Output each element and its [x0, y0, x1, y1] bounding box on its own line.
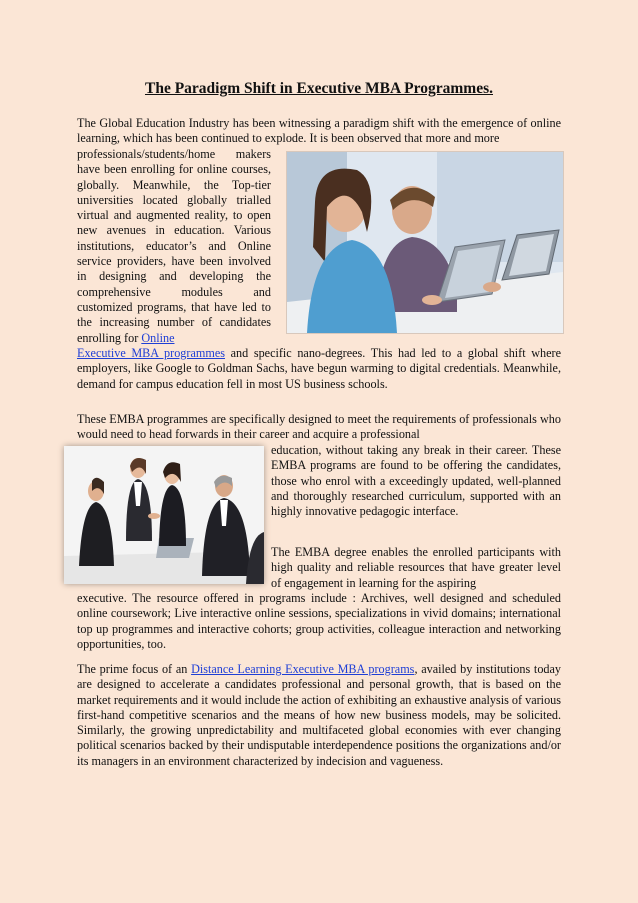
paragraph-3-wrapped: The EMBA degree enables the enrolled participants with high quality and reliable resources that have greater level of engagement in learning for the aspiring: [271, 545, 561, 590]
paragraph-1-rest: and specific nano-degrees. This had led to a global shift where employers, like Google to Goldman Sachs, have begun warming to digital credentials. Meanwhile, demand for campus education fell in most US business schools.: [77, 346, 562, 391]
distance-learning-emba-link[interactable]: Distance Learning Executive MBA programs: [191, 662, 415, 676]
students-laptop-photo: [286, 151, 564, 334]
paragraph-4-rest: , availed by institutions today are designed to accelerate a candidates professional and personal growth, that is based on the market requirements and it would include the action of exhibiting an exhaustive analysis of various first-hand competitive scenarios and the means of how new business models, may be solicited. Similarly, the growing unpredictability and multifaceted global economies with ever changing political scenarios backed by their undisputable interdependence positions the organizations and/or its managers in an environment characterized by indecision and vagueness.: [77, 662, 562, 768]
document-title: The Paradigm Shift in Executive MBA Programmes.: [144, 80, 493, 97]
paragraph-1-continued: [77, 346, 561, 392]
paragraph-3-continued: executive. The resource offered in programs include : Archives, well designed and scheduled online coursework; Live interactive online sessions, specializations in vivid domains; international top up programmes and interactive cohorts; group activities, colleague interaction and networking opportunities, too.: [77, 591, 561, 651]
paragraph-1-wrapped: [77, 147, 271, 346]
paragraph-1-left-text: professionals/students/home makers have been enrolling for online courses, globally. Meanwhile, the Top-tier universities located globally trialled virtual and augmented reality, to open new avenues in education. Various institutions, educator’s and Online service providers, have been involved in designing and developing the comprehensive modules and customized programs, that have led to the increasing number of candidates enrolling for: [77, 147, 271, 345]
paragraph-4: [77, 662, 561, 769]
business-meeting-photo: [64, 446, 264, 584]
paragraph-2-wrapped: education, without taking any break in their career. These EMBA programs are found to be offering the candidates, those who enrol with a exceedingly updated, well-planned and thoroughly researched curriculum, supported with an highly innovative pedagogic interface.: [271, 443, 561, 519]
paragraph-1-intro: The Global Education Industry has been witnessing a paradigm shift with the emergence of online learning, which has been continued to explode. It is been observed that more and more: [77, 116, 561, 146]
paragraph-4-start: The prime focus of an: [77, 662, 188, 676]
paragraph-2-intro: These EMBA programmes are specifically designed to meet the requirements of professionals who would need to head forwards in their career and acquire a professional: [77, 412, 561, 442]
executive-mba-link[interactable]: Executive MBA programmes: [77, 346, 225, 360]
online-link[interactable]: Online: [141, 330, 175, 345]
